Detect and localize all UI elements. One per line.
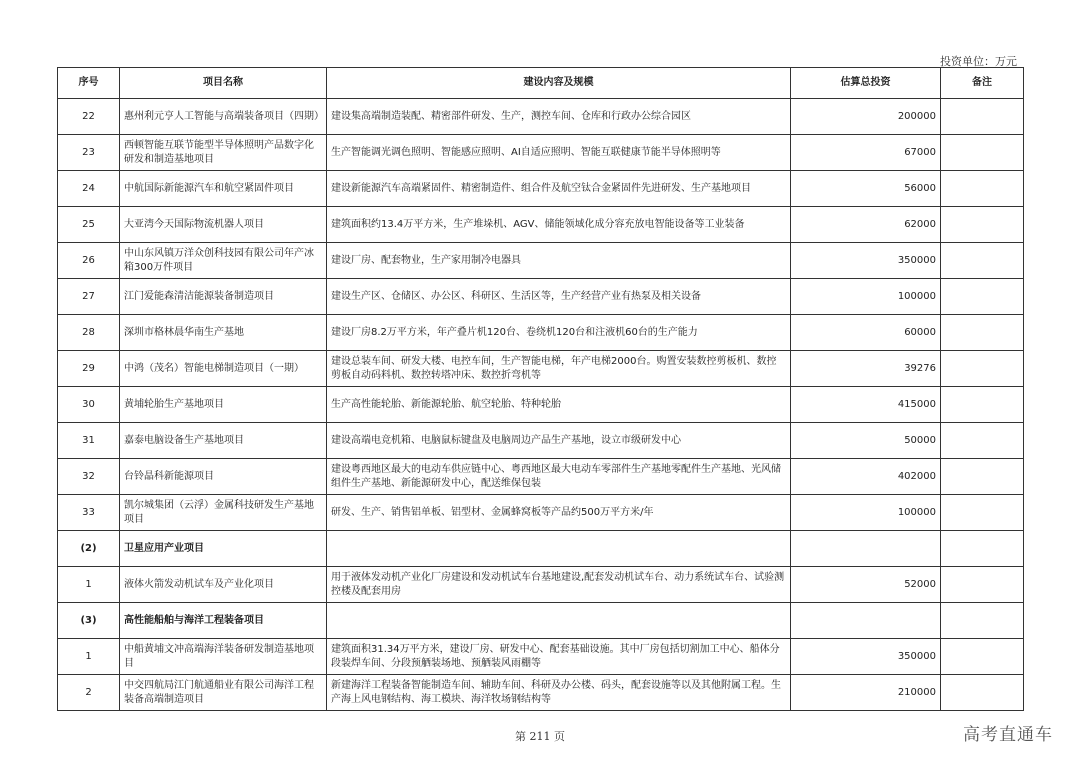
page-number: 第 211 页 bbox=[515, 730, 565, 743]
table-row bbox=[58, 387, 1024, 423]
header-index: 序号 bbox=[58, 68, 120, 99]
watermark-text: 高考直通车 bbox=[963, 725, 1053, 745]
header-remarks: 备注 bbox=[941, 68, 1024, 99]
row-project-name: 西顿智能互联节能型半导体照明产品数字化研发和制造基地项目 bbox=[120, 135, 327, 171]
row-remarks bbox=[941, 495, 1024, 531]
row-construction-content: 建设生产区、仓储区、办公区、科研区、生活区等，生产经营产业有热泵及相关设备 bbox=[327, 279, 791, 315]
table-row bbox=[58, 171, 1024, 207]
row-construction-content: 建设集高端制造装配、精密部件研发、生产，测控车间、仓库和行政办公综合园区 bbox=[327, 99, 791, 135]
row-remarks bbox=[941, 243, 1024, 279]
row-construction-content: 新建海洋工程装备智能制造车间、辅助车间、科研及办公楼、码头，配套设施等以及其他附属工程。生产海上风电钢结构、海工模块、海洋牧场钢结构等 bbox=[327, 675, 791, 711]
row-investment-amount: 210000 bbox=[791, 675, 941, 711]
row-remarks bbox=[941, 279, 1024, 315]
row-project-name: 深圳市格林晨华南生产基地 bbox=[120, 315, 327, 351]
row-investment-amount: 52000 bbox=[791, 567, 941, 603]
row-investment-amount: 50000 bbox=[791, 423, 941, 459]
table-header-row bbox=[58, 68, 1024, 99]
row-construction-content: 建筑面积31.34万平方米，建设厂房、研发中心、配套基础设施。其中厂房包括切割加工中心、船体分段装焊车间、分段预舾装场地、预舾装风雨棚等 bbox=[327, 639, 791, 675]
row-construction-content: 建设粤西地区最大的电动车供应链中心、粤西地区最大电动车零部件生产基地零配件生产基地、光风储组件生产基地、新能源研发中心，配送维保包装 bbox=[327, 459, 791, 495]
section-row bbox=[58, 603, 1024, 639]
row-index: 32 bbox=[58, 459, 120, 495]
table-row bbox=[58, 243, 1024, 279]
row-investment-amount: 415000 bbox=[791, 387, 941, 423]
row-construction-content: 用于液体发动机产业化厂房建设和发动机试车台基地建设,配套发动机试车台、动力系统试车台、试验测控楼及配套用房 bbox=[327, 567, 791, 603]
row-investment-amount: 62000 bbox=[791, 207, 941, 243]
row-remarks bbox=[941, 99, 1024, 135]
row-construction-content: 研发、生产、销售铝单板、铝型材、金属蜂窝板等产品约500万平方米/年 bbox=[327, 495, 791, 531]
table-row bbox=[58, 279, 1024, 315]
row-index: 26 bbox=[58, 243, 120, 279]
row-investment-amount: 100000 bbox=[791, 279, 941, 315]
row-investment-amount bbox=[791, 603, 941, 639]
header-total-investment: 估算总投资 bbox=[791, 68, 941, 99]
row-project-name: 卫星应用产业项目 bbox=[120, 531, 327, 567]
row-investment-amount bbox=[791, 531, 941, 567]
row-project-name: 中船黄埔文冲高端海洋装备研发制造基地项目 bbox=[120, 639, 327, 675]
row-construction-content bbox=[327, 531, 791, 567]
row-remarks bbox=[941, 351, 1024, 387]
row-investment-amount: 67000 bbox=[791, 135, 941, 171]
row-remarks bbox=[941, 603, 1024, 639]
row-remarks bbox=[941, 639, 1024, 675]
row-remarks bbox=[941, 459, 1024, 495]
table-row bbox=[58, 315, 1024, 351]
row-remarks bbox=[941, 531, 1024, 567]
row-index: 1 bbox=[58, 567, 120, 603]
row-index: 23 bbox=[58, 135, 120, 171]
header-construction-content: 建设内容及规模 bbox=[327, 68, 791, 99]
row-index: 28 bbox=[58, 315, 120, 351]
row-investment-amount: 350000 bbox=[791, 243, 941, 279]
row-construction-content: 建设厂房8.2万平方米，年产叠片机120台、卷绕机120台和注液机60台的生产能力 bbox=[327, 315, 791, 351]
row-remarks bbox=[941, 423, 1024, 459]
row-index: 1 bbox=[58, 639, 120, 675]
row-investment-amount: 402000 bbox=[791, 459, 941, 495]
section-row bbox=[58, 531, 1024, 567]
row-project-name: 中山东风镇万洋众创科技园有限公司年产冰箱300万件项目 bbox=[120, 243, 327, 279]
row-project-name: 大亚湾今天国际物流机器人项目 bbox=[120, 207, 327, 243]
row-investment-amount: 200000 bbox=[791, 99, 941, 135]
row-index: 31 bbox=[58, 423, 120, 459]
row-construction-content: 建设新能源汽车高端紧固件、精密制造件、组合件及航空钛合金紧固件先进研发、生产基地项目 bbox=[327, 171, 791, 207]
row-index: 24 bbox=[58, 171, 120, 207]
row-project-name: 中交四航局江门航通船业有限公司海洋工程装备高端制造项目 bbox=[120, 675, 327, 711]
row-project-name: 台铃晶科新能源项目 bbox=[120, 459, 327, 495]
table-row bbox=[58, 567, 1024, 603]
row-project-name: 江门爱能森清洁能源装备制造项目 bbox=[120, 279, 327, 315]
table-row bbox=[58, 207, 1024, 243]
table-body bbox=[58, 99, 1024, 711]
row-project-name: 黄埔轮胎生产基地项目 bbox=[120, 387, 327, 423]
row-project-name: 高性能船舶与海洋工程装备项目 bbox=[120, 603, 327, 639]
row-construction-content: 建筑面积约13.4万平方米，生产堆垛机、AGV、储能领域化成分容充放电智能设备等工业装备 bbox=[327, 207, 791, 243]
row-project-name: 中鸿（茂名）智能电梯制造项目（一期） bbox=[120, 351, 327, 387]
row-construction-content: 建设厂房、配套物业，生产家用制冷电器具 bbox=[327, 243, 791, 279]
row-remarks bbox=[941, 135, 1024, 171]
row-project-name: 液体火箭发动机试车及产业化项目 bbox=[120, 567, 327, 603]
row-index: 2 bbox=[58, 675, 120, 711]
row-construction-content bbox=[327, 603, 791, 639]
row-project-name: 惠州利元亨人工智能与高端装备项目（四期） bbox=[120, 99, 327, 135]
table-row bbox=[58, 639, 1024, 675]
table-row bbox=[58, 135, 1024, 171]
row-investment-amount: 100000 bbox=[791, 495, 941, 531]
row-project-name: 中航国际新能源汽车和航空紧固件项目 bbox=[120, 171, 327, 207]
row-remarks bbox=[941, 171, 1024, 207]
row-index: 22 bbox=[58, 99, 120, 135]
header-project-name: 项目名称 bbox=[120, 68, 327, 99]
row-investment-amount: 350000 bbox=[791, 639, 941, 675]
row-construction-content: 建设总装车间、研发大楼、电控车间，生产智能电梯，年产电梯2000台。购置安装数控剪板机、数控剪板自动码料机、数控转塔冲床、数控折弯机等 bbox=[327, 351, 791, 387]
row-investment-amount: 56000 bbox=[791, 171, 941, 207]
row-index: 25 bbox=[58, 207, 120, 243]
row-index: (2) bbox=[58, 531, 120, 567]
row-remarks bbox=[941, 387, 1024, 423]
row-investment-amount: 39276 bbox=[791, 351, 941, 387]
row-index: 29 bbox=[58, 351, 120, 387]
row-index: 33 bbox=[58, 495, 120, 531]
row-project-name: 凯尔城集团（云浮）金属科技研发生产基地项目 bbox=[120, 495, 327, 531]
row-remarks bbox=[941, 675, 1024, 711]
table-row bbox=[58, 423, 1024, 459]
table-row bbox=[58, 99, 1024, 135]
row-project-name: 嘉泰电脑设备生产基地项目 bbox=[120, 423, 327, 459]
table-row bbox=[58, 459, 1024, 495]
row-remarks bbox=[941, 207, 1024, 243]
row-investment-amount: 60000 bbox=[791, 315, 941, 351]
table-row bbox=[58, 351, 1024, 387]
row-construction-content: 生产智能调光调色照明、智能感应照明、AI自适应照明、智能互联健康节能半导体照明等 bbox=[327, 135, 791, 171]
row-remarks bbox=[941, 315, 1024, 351]
row-index: 27 bbox=[58, 279, 120, 315]
row-construction-content: 建设高端电竞机箱、电脑鼠标键盘及电脑周边产品生产基地，设立市级研发中心 bbox=[327, 423, 791, 459]
row-index: 30 bbox=[58, 387, 120, 423]
table-row bbox=[58, 675, 1024, 711]
table-row bbox=[58, 495, 1024, 531]
project-table bbox=[57, 67, 1024, 711]
row-remarks bbox=[941, 567, 1024, 603]
row-index: (3) bbox=[58, 603, 120, 639]
investment-unit-label: 投资单位：万元 bbox=[940, 55, 1017, 68]
row-construction-content: 生产高性能轮胎、新能源轮胎、航空轮胎、特种轮胎 bbox=[327, 387, 791, 423]
